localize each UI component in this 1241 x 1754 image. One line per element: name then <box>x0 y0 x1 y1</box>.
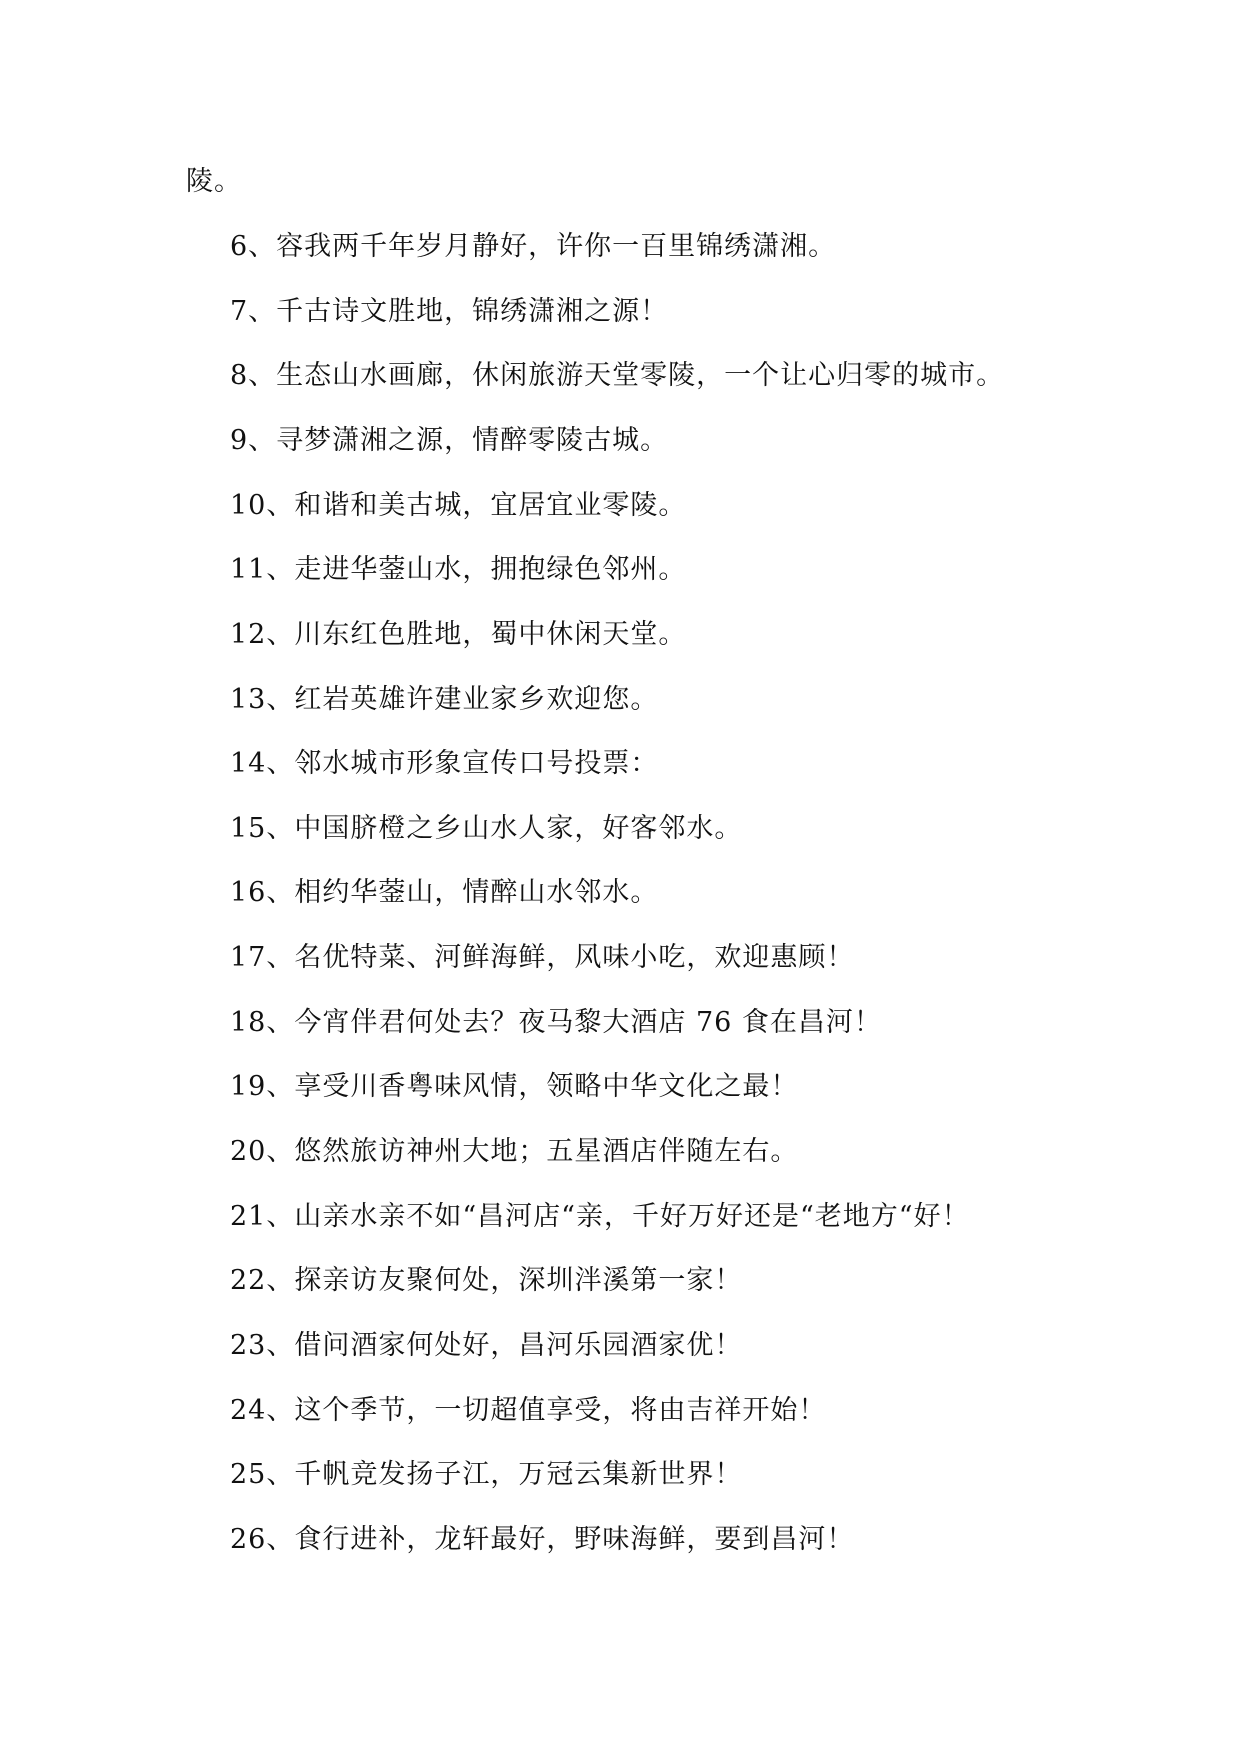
list-item: 10、和谐和美古城，宜居宜业零陵。 <box>230 490 687 521</box>
list-item: 18、今宵伴君何处去？夜马黎大酒店 76 食在昌河！ <box>230 1007 882 1038</box>
list-item: 20、悠然旅访神州大地；五星酒店伴随左右。 <box>230 1136 799 1167</box>
list-item: 11、走进华蓥山水，拥抱绿色邻州。 <box>230 554 687 585</box>
list-item: 9、寻梦潇湘之源，情醉零陵古城。 <box>230 425 669 456</box>
list-item: 22、探亲访友聚何处，深圳泮溪第一家！ <box>230 1265 743 1296</box>
list-item: 24、这个季节，一切超值享受，将由吉祥开始！ <box>230 1395 827 1426</box>
list-item: 21、山亲水亲不如“昌河店“亲，千好万好还是“老地方“好！ <box>230 1201 970 1232</box>
list-item: 6、容我两千年岁月静好，许你一百里锦绣潇湘。 <box>230 231 837 262</box>
list-item: 23、借问酒家何处好，昌河乐园酒家优！ <box>230 1330 743 1361</box>
list-item: 15、中国脐橙之乡山水人家，好客邻水。 <box>230 813 743 844</box>
list-item: 13、红岩英雄许建业家乡欢迎您。 <box>230 684 659 715</box>
list-item: 12、川东红色胜地，蜀中休闲天堂。 <box>230 619 687 650</box>
list-item: 17、名优特菜、河鲜海鲜，风味小吃，欢迎惠顾！ <box>230 942 855 973</box>
list-item: 19、享受川香粤味风情，领略中华文化之最！ <box>230 1071 799 1102</box>
continuation-text: 陵。 <box>186 166 242 197</box>
list-item: 14、邻水城市形象宣传口号投票： <box>230 748 659 779</box>
list-item: 16、相约华蓥山，情醉山水邻水。 <box>230 877 659 908</box>
list-item: 7、千古诗文胜地，锦绣潇湘之源！ <box>230 296 669 327</box>
list-item: 26、食行进补，龙轩最好，野味海鲜，要到昌河！ <box>230 1524 855 1555</box>
list-item: 8、生态山水画廊，休闲旅游天堂零陵，一个让心归零的城市。 <box>230 360 1005 391</box>
list-item: 25、千帆竞发扬子江，万冠云集新世界！ <box>230 1459 743 1490</box>
